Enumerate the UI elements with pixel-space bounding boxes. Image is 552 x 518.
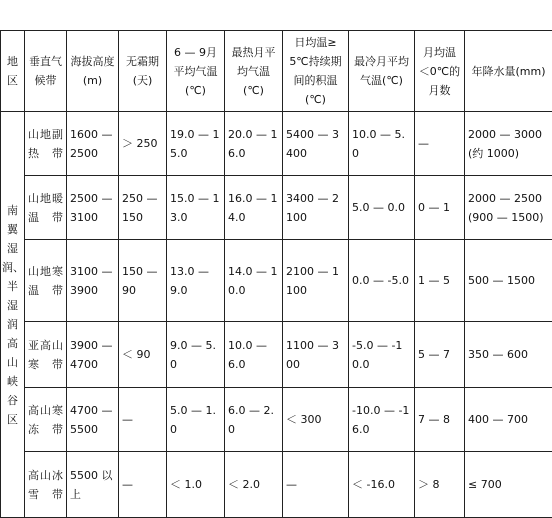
coldest-cell: ＜ -16.0 bbox=[349, 452, 415, 518]
altitude-cell: 3900 — 4700 bbox=[67, 322, 119, 388]
hottest-cell: 10.0 — 6.0 bbox=[225, 322, 283, 388]
jun-sep-cell: 13.0 — 9.0 bbox=[167, 240, 225, 322]
hottest-cell: 16.0 — 14.0 bbox=[225, 176, 283, 240]
rain-cell: 500 — 1500 bbox=[465, 240, 552, 322]
header-zone: 垂直气候带 bbox=[25, 31, 67, 112]
header-region: 地区 bbox=[1, 31, 25, 112]
header-accum-temp: 日均温≥ 5℃持续期间的积温(℃) bbox=[283, 31, 349, 112]
frost-free-cell: — bbox=[119, 388, 167, 452]
table-row bbox=[1, 240, 552, 322]
hottest-cell: 14.0 — 10.0 bbox=[225, 240, 283, 322]
hottest-cell: 20.0 — 16.0 bbox=[225, 112, 283, 176]
accum-cell: 1100 — 300 bbox=[283, 322, 349, 388]
zone-cell: 亚高山寒带 bbox=[25, 322, 67, 388]
altitude-cell: 3100 — 3900 bbox=[67, 240, 119, 322]
coldest-cell: -10.0 — -16.0 bbox=[349, 388, 415, 452]
header-hottest-month: 最热月平均气温(℃) bbox=[225, 31, 283, 112]
months-cell: 5 — 7 bbox=[415, 322, 465, 388]
months-cell: 0 — 1 bbox=[415, 176, 465, 240]
zone-cell: 山地寒温带 bbox=[25, 240, 67, 322]
months-cell: — bbox=[415, 112, 465, 176]
header-frost-free: 无霜期(天) bbox=[119, 31, 167, 112]
header-altitude: 海拔高度(m) bbox=[67, 31, 119, 112]
jun-sep-cell: 19.0 — 15.0 bbox=[167, 112, 225, 176]
rain-cell: 350 — 600 bbox=[465, 322, 552, 388]
table-row bbox=[1, 322, 552, 388]
region-cell: 南翼湿润、半湿润高山峡谷区 bbox=[1, 112, 25, 518]
zone-cell: 山地副热带 bbox=[25, 112, 67, 176]
rain-cell: ≤ 700 bbox=[465, 452, 552, 518]
rain-cell: 2000 — 2500 (900 — 1500) bbox=[465, 176, 552, 240]
table-row bbox=[1, 176, 552, 240]
header-jun-sep-temp: 6 — 9月平均气温(℃) bbox=[167, 31, 225, 112]
header-row bbox=[1, 31, 552, 112]
header-months-below-zero: 月均温＜0℃的月数 bbox=[415, 31, 465, 112]
frost-free-cell: 150 — 90 bbox=[119, 240, 167, 322]
frost-free-cell: — bbox=[119, 452, 167, 518]
coldest-cell: 0.0 — -5.0 bbox=[349, 240, 415, 322]
altitude-cell: 5500 以上 bbox=[67, 452, 119, 518]
rain-cell: 400 — 700 bbox=[465, 388, 552, 452]
table-row bbox=[1, 388, 552, 452]
header-coldest-month: 最冷月平均气温(℃) bbox=[349, 31, 415, 112]
accum-cell: ＜ 300 bbox=[283, 388, 349, 452]
table-row bbox=[1, 452, 552, 518]
coldest-cell: -5.0 — -10.0 bbox=[349, 322, 415, 388]
frost-free-cell: 250 — 150 bbox=[119, 176, 167, 240]
coldest-cell: 5.0 — 0.0 bbox=[349, 176, 415, 240]
table-row bbox=[1, 112, 552, 176]
header-annual-rain: 年降水量(mm) bbox=[465, 31, 552, 112]
months-cell: ＞ 8 bbox=[415, 452, 465, 518]
coldest-cell: 10.0 — 5.0 bbox=[349, 112, 415, 176]
frost-free-cell: ＞ 250 bbox=[119, 112, 167, 176]
zone-cell: 高山冰雪带 bbox=[25, 452, 67, 518]
jun-sep-cell: ＜ 1.0 bbox=[167, 452, 225, 518]
rain-cell: 2000 — 3000 (约 1000) bbox=[465, 112, 552, 176]
accum-cell: 3400 — 2100 bbox=[283, 176, 349, 240]
altitude-cell: 2500 — 3100 bbox=[67, 176, 119, 240]
accum-cell: 2100 — 1100 bbox=[283, 240, 349, 322]
jun-sep-cell: 5.0 — 1.0 bbox=[167, 388, 225, 452]
zone-cell: 高山寒冻带 bbox=[25, 388, 67, 452]
frost-free-cell: ＜ 90 bbox=[119, 322, 167, 388]
jun-sep-cell: 15.0 — 13.0 bbox=[167, 176, 225, 240]
months-cell: 7 — 8 bbox=[415, 388, 465, 452]
jun-sep-cell: 9.0 — 5.0 bbox=[167, 322, 225, 388]
altitude-cell: 4700 — 5500 bbox=[67, 388, 119, 452]
hottest-cell: ＜ 2.0 bbox=[225, 452, 283, 518]
accum-cell: — bbox=[283, 452, 349, 518]
zone-cell: 山地暖温带 bbox=[25, 176, 67, 240]
months-cell: 1 — 5 bbox=[415, 240, 465, 322]
climate-table bbox=[0, 30, 552, 518]
altitude-cell: 1600 — 2500 bbox=[67, 112, 119, 176]
accum-cell: 5400 — 3400 bbox=[283, 112, 349, 176]
hottest-cell: 6.0 — 2.0 bbox=[225, 388, 283, 452]
